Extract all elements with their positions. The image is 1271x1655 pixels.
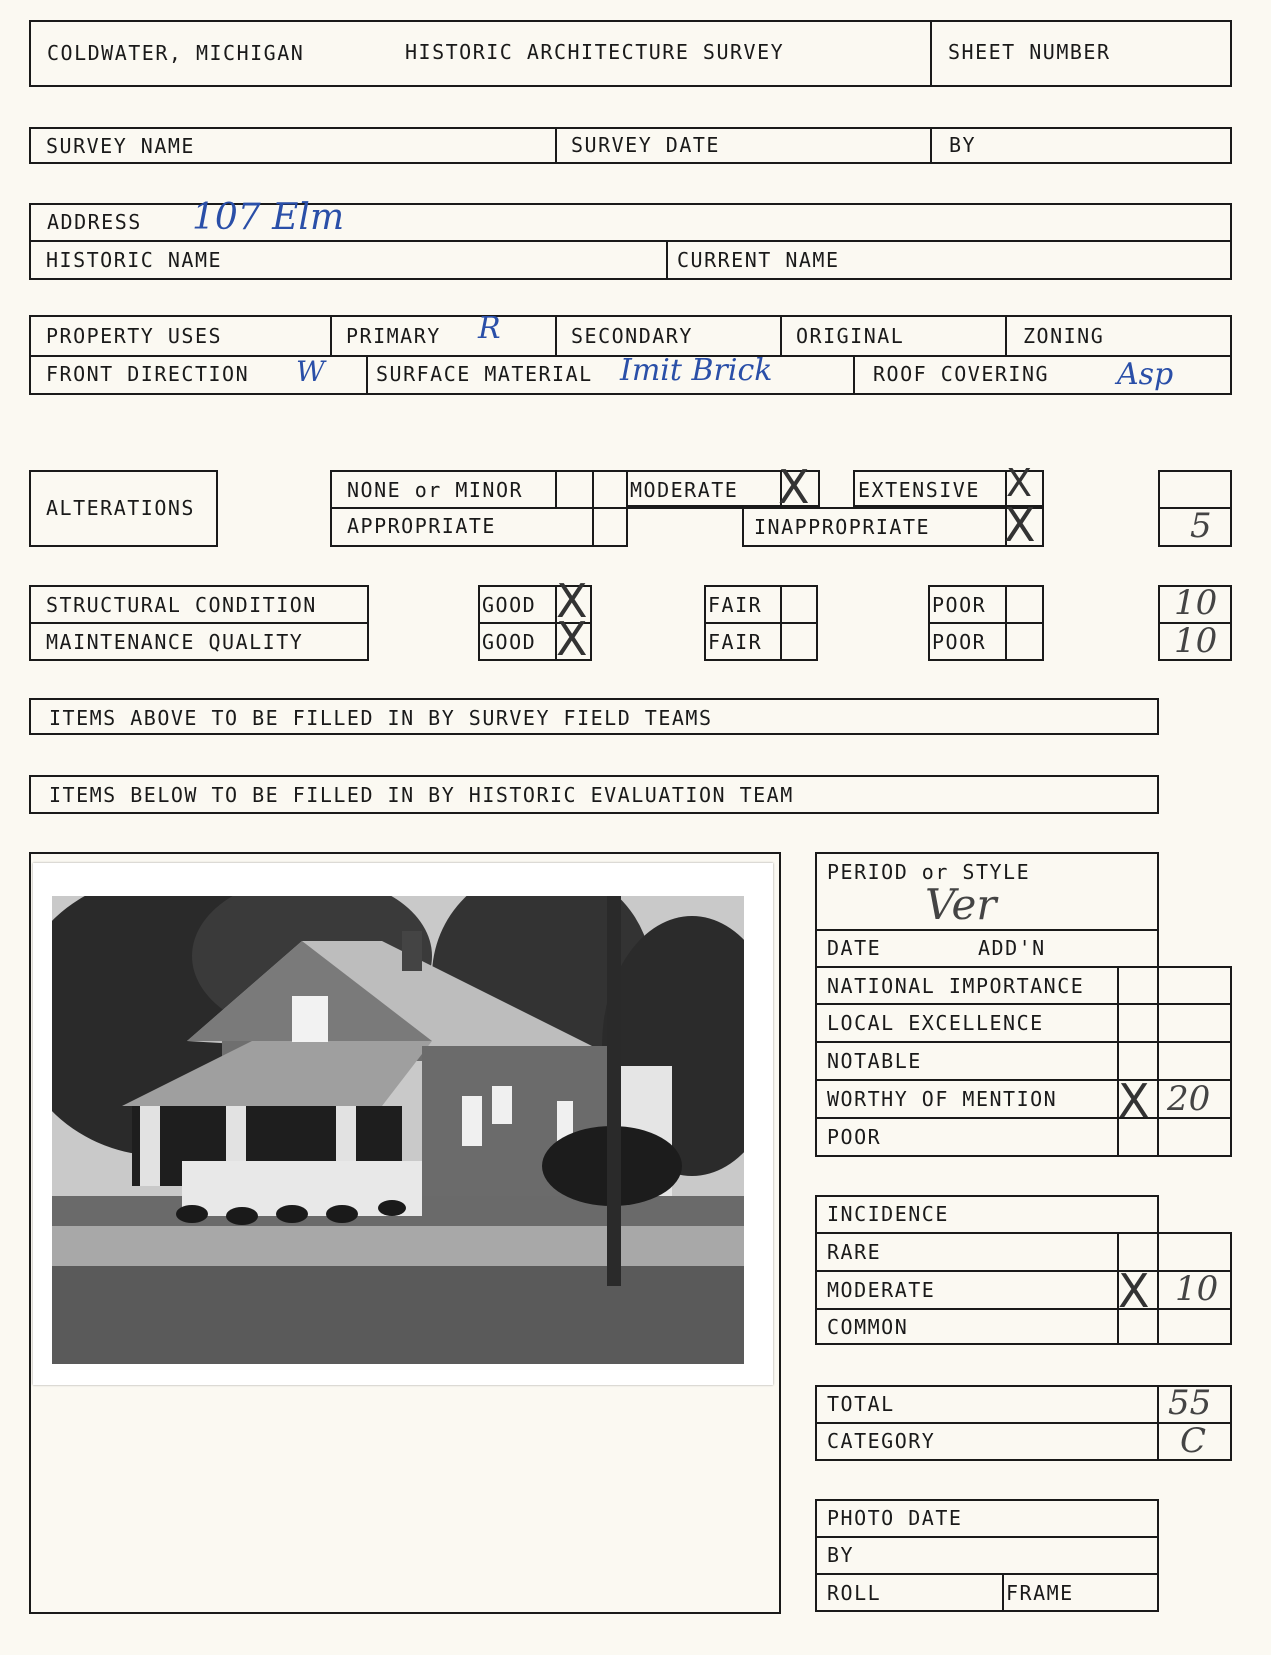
extensive-check[interactable]: X — [1006, 461, 1033, 505]
note-above: ITEMS ABOVE TO BE FILLED IN BY SURVEY FIELD TEAMS — [49, 706, 713, 730]
maintenance-poor-label: POOR — [932, 630, 987, 654]
roof-covering-value[interactable]: Asp — [1117, 357, 1174, 392]
maintenance-score[interactable]: 10 — [1174, 621, 1218, 661]
extensive-label: EXTENSIVE — [858, 478, 980, 502]
survey-name-label: SURVEY NAME — [46, 134, 195, 158]
none-minor-label: NONE or MINOR — [347, 478, 524, 502]
moderate-label: MODERATE — [630, 478, 739, 502]
category-value[interactable]: C — [1180, 1421, 1207, 1461]
structural-condition-label: STRUCTURAL CONDITION — [46, 593, 317, 617]
rare-label: RARE — [827, 1240, 882, 1264]
moderate-check[interactable]: X — [778, 460, 810, 514]
roll-label: ROLL — [827, 1581, 882, 1605]
evaluation-grid — [815, 929, 1159, 1157]
notable-label: NOTABLE — [827, 1049, 922, 1073]
current-name-label: CURRENT NAME — [677, 248, 840, 272]
worthy-of-mention-label: WORTHY OF MENTION — [827, 1087, 1058, 1111]
date-label: DATE — [827, 936, 882, 960]
local-excellence-label: LOCAL EXCELLENCE — [827, 1011, 1044, 1035]
primary-label: PRIMARY — [346, 324, 441, 348]
common-label: COMMON — [827, 1315, 909, 1339]
zoning-label: ZONING — [1023, 324, 1105, 348]
category-label: CATEGORY — [827, 1429, 936, 1453]
national-importance-label: NATIONAL IMPORTANCE — [827, 974, 1085, 998]
period-value[interactable]: Ver — [925, 880, 997, 929]
structural-fair-label: FAIR — [708, 593, 763, 617]
maintenance-quality-label: MAINTENANCE QUALITY — [46, 630, 304, 654]
photo-date-label: PHOTO DATE — [827, 1506, 963, 1530]
addn-label: ADD'N — [978, 936, 1046, 960]
house-photo-svg — [52, 896, 744, 1364]
secondary-label: SECONDARY — [571, 324, 693, 348]
incidence-label: INCIDENCE — [827, 1202, 949, 1226]
structural-good-label: GOOD — [482, 593, 537, 617]
address-label: ADDRESS — [47, 210, 142, 234]
primary-value[interactable]: R — [478, 311, 501, 346]
structural-score[interactable]: 10 — [1174, 583, 1218, 623]
worthy-score[interactable]: 20 — [1167, 1079, 1211, 1119]
structural-good-check[interactable]: X — [556, 574, 588, 628]
alterations-label: ALTERATIONS — [46, 496, 195, 520]
total-label: TOTAL — [827, 1392, 895, 1416]
maintenance-good-check[interactable]: X — [556, 612, 588, 666]
address-value[interactable]: 107 Elm — [192, 197, 345, 238]
incidence-moderate-check[interactable]: X — [1118, 1264, 1150, 1318]
alterations-score[interactable]: 5 — [1190, 506, 1212, 546]
surface-material-label: SURFACE MATERIAL — [376, 362, 593, 386]
worthy-check[interactable]: X — [1118, 1074, 1150, 1128]
historic-name-label: HISTORIC NAME — [46, 248, 223, 272]
incidence-moderate-label: MODERATE — [827, 1278, 936, 1302]
evaluation-poor-label: POOR — [827, 1125, 882, 1149]
photo-image — [52, 896, 744, 1364]
maintenance-good-label: GOOD — [482, 630, 537, 654]
sheet-number-label: SHEET NUMBER — [948, 40, 1111, 64]
structural-poor-label: POOR — [932, 593, 987, 617]
surface-material-value[interactable]: Imit Brick — [620, 353, 773, 388]
front-direction-label: FRONT DIRECTION — [46, 362, 250, 386]
period-label: PERIOD or STYLE — [827, 860, 1031, 884]
roof-covering-label: ROOF COVERING — [873, 362, 1050, 386]
inappropriate-check[interactable]: X — [1004, 498, 1036, 552]
note-below: ITEMS BELOW TO BE FILLED IN BY HISTORIC EVALUATION TEAM — [49, 783, 794, 807]
appropriate-label: APPROPRIATE — [347, 514, 496, 538]
maintenance-fair-label: FAIR — [708, 630, 763, 654]
property-uses-label: PROPERTY USES — [46, 324, 223, 348]
city-label: COLDWATER, MICHIGAN — [47, 41, 305, 65]
survey-date-label: SURVEY DATE — [571, 133, 720, 157]
survey-title: HISTORIC ARCHITECTURE SURVEY — [405, 40, 785, 64]
inappropriate-label: INAPPROPRIATE — [754, 515, 931, 539]
total-value[interactable]: 55 — [1168, 1383, 1212, 1423]
original-label: ORIGINAL — [796, 324, 905, 348]
frame-label: FRAME — [1006, 1581, 1074, 1605]
photo-by-label: BY — [827, 1543, 855, 1567]
incidence-moderate-score[interactable]: 10 — [1175, 1269, 1219, 1309]
front-direction-value[interactable]: W — [296, 355, 325, 388]
survey-by-label: BY — [949, 133, 977, 157]
